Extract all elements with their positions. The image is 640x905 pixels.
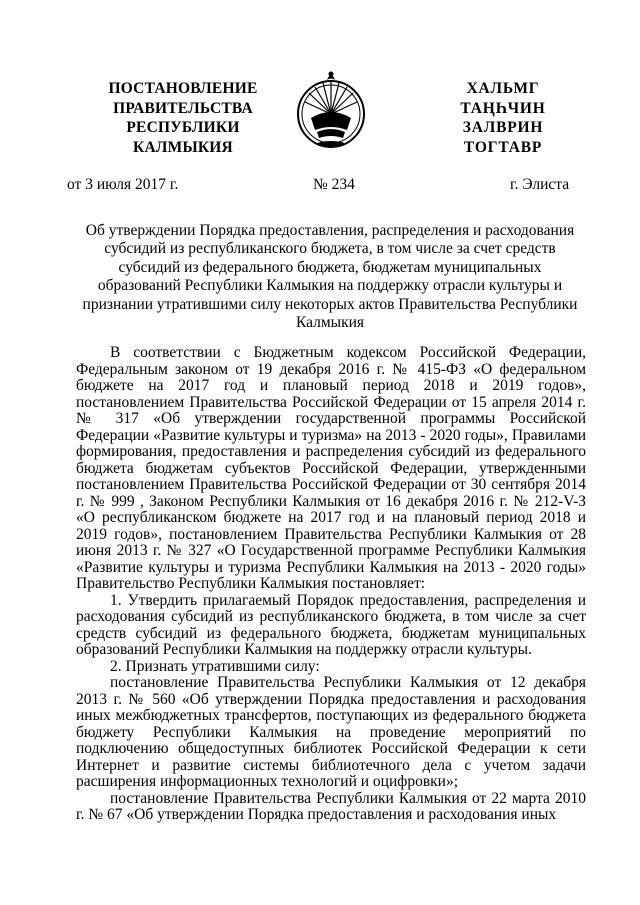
header-left-line: ПОСТАНОВЛЕНИЕ <box>108 80 258 97</box>
document-title: Об утверждении Порядка предоставления, распределения и расходования субсидий из республиканского бюджета, в том числе за счет средств субсидий из федерального бюджета, бюджетам муниципальных образований Республики Калмыкия на поддержку отрасли культуры и признании утратившими силу некоторых актов Правительства Республики Калмыкия <box>82 222 578 332</box>
kalmykia-coat-of-arms-icon <box>295 66 367 152</box>
document-body <box>76 345 586 824</box>
header-right-line: ХАЛЬМГ <box>466 80 540 97</box>
body-paragraph: постановление Правительства Республики Калмыкия от 12 декабря 2013 г. № 560 «Об утверждении Порядка предоставления и расходования иных межбюджетных трансфертов, поступающих из федерального бюджета бюджету Республики Калмыкия на проведение мероприятий по подключению общедоступных библиотек Российской Федерации к сети Интернет и развитие системы библиотечного дела с учетом задачи расширения информационных технологий и оцифровки»; <box>76 674 586 790</box>
header-right-line: ЗАЛВРИН <box>462 119 544 136</box>
header-right-title <box>408 79 598 157</box>
header-right-line: ТАҢҺЧИН <box>460 99 546 117</box>
body-paragraph: постановление Правительства Республики Калмыкия от 22 марта 2010 г. № 67 «Об утверждении Порядка предоставления и расходования иных <box>76 789 586 823</box>
header-left-title <box>78 79 288 157</box>
document-number: № 234 <box>313 176 355 193</box>
header-left-line: КАЛМЫКИЯ <box>133 138 233 156</box>
header-left-line: ПРАВИТЕЛЬСТВА <box>113 99 253 117</box>
body-paragraph: 2. Признать утратившими силу: <box>110 657 320 675</box>
header-right-line: ТОГТАВР <box>463 138 543 156</box>
body-paragraph: 1. Утвердить прилагаемый Порядок предоставления, распределения и расходования субсидий из республиканского бюджета, в том числе за счет средств субсидий из федерального бюджета, бюджетам муниципальных образований Республики Калмыкия на поддержку отрасли культуры. <box>76 591 586 658</box>
document-date: от 3 июля 2017 г. <box>67 176 179 193</box>
document-city: г. Элиста <box>510 176 570 193</box>
body-paragraph: В соответствии с Бюджетным кодексом Российской Федерации, Федеральным законом от 19 декабря 2016 г. № 415-ФЗ «О федеральном бюджете на 2017 год и плановый период 2018 и 2019 годов», постановлением Правительства Российской Федерации от 15 апреля 2014 г. № 317 «Об утверждении государственной программы Российской Федерации «Развитие культуры и туризма» на 2013 - 2020 годы», Правилами формирования, предоставления и распределения субсидий из федерального бюджета бюджетам субъектов Российской Федерации, утвержденными постановлением Правительства Российской Федерации от 30 сентября 2014 г. № 999 , Законом Республики Калмыкия от 16 декабря 2016 г. № 212-V-З «О республиканском бюджете на 2017 год и на плановый период 2018 и 2019 годов», постановлением Правительства Республики Калмыкия от 28 июня 2013 г. № 327 «О Государственной программе Республики Калмыкия «Развитие культуры и туризма Республики Калмыкия на 2013 - 2020 годы» Правительство Республики Калмыкия постановляет: <box>76 344 586 592</box>
header-left-line: РЕСПУБЛИКИ <box>126 119 240 136</box>
